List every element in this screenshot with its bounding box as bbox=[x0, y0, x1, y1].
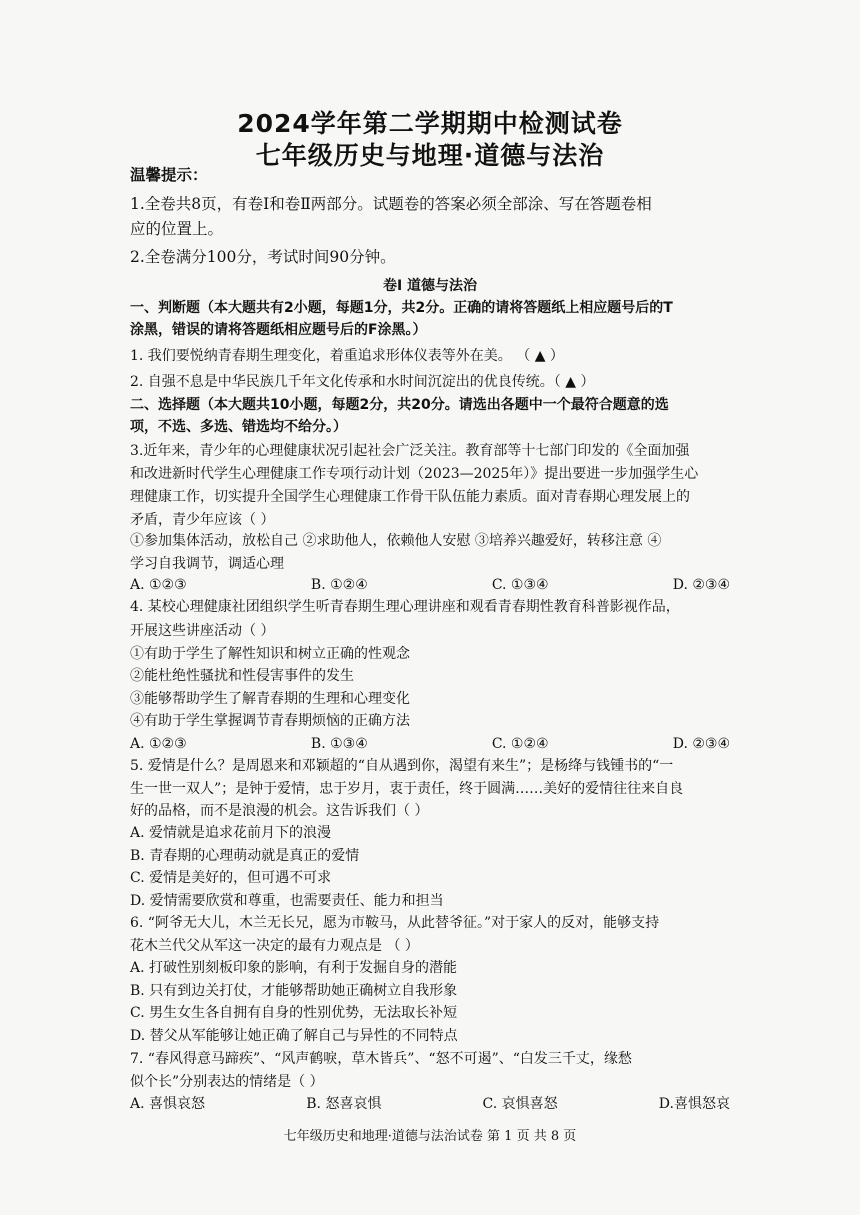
q3-option-a: A. ①②③ bbox=[130, 577, 187, 593]
q4-options bbox=[130, 733, 730, 755]
q5-stem-3: 好的品格，而不是浪漫的机会。这告诉我们（ ） bbox=[130, 803, 429, 819]
q6-option-c: C. 男生女生各自拥有自身的性别优势，无法取长补短 bbox=[130, 1005, 458, 1021]
q6-stem-2: 花木兰代父从军这一决定的最有力观点是 （ ） bbox=[130, 938, 419, 954]
q7-option-b: B. 怒喜哀惧 bbox=[306, 1096, 382, 1112]
q7-option-c: C. 哀惧喜怒 bbox=[482, 1096, 558, 1112]
q3-option-c: C. ①③④ bbox=[491, 577, 549, 593]
q3-statements-2: 学习自我调节，调适心理 bbox=[130, 556, 284, 572]
q7-option-d: D.喜惧怒哀 bbox=[658, 1096, 730, 1112]
q6-option-b: B. 只有到边关打仗，才能够帮助她正确树立自我形象 bbox=[130, 983, 458, 999]
q3-statements: ①参加集体活动，放松自己 ②求助他人，依赖他人安慰 ③培养兴趣爱好，转移注意 ④ bbox=[130, 533, 662, 549]
q4-stem-2: 开展这些讲座活动（ ） bbox=[130, 623, 275, 639]
notice-heading: 温馨提示： bbox=[130, 166, 208, 184]
q5-stem-2: 生一世一双人”；是钟于爱情，忠于岁月，衷于责任，终于圆满……美好的爱情往往来自良 bbox=[130, 781, 684, 797]
exam-subtitle: 七年级历史与地理·道德与法治 bbox=[255, 141, 605, 170]
section-title: 卷Ⅰ 道德与法治 bbox=[382, 278, 478, 294]
q4-option-c: C. ①②④ bbox=[491, 736, 549, 752]
q7-stem-2: 似个长”分别表达的情绪是（ ） bbox=[130, 1074, 324, 1090]
q4-stem: 4. 某校心理健康社团组织学生听青春期生理心理讲座和观看青春期性教育科普影视作品， bbox=[130, 599, 680, 615]
q4-option-d: D. ②③④ bbox=[672, 736, 730, 752]
part1-heading: 一、判断题（本大题共有2小题，每题1分，共2分。正确的请将答题纸上相应题号后的T bbox=[130, 300, 673, 316]
q5-option-d: D. 爱情需要欣赏和尊重，也需要责任、能力和担当 bbox=[130, 893, 444, 909]
q4-statement-4: ④有助于学生掌握调节青春期烦恼的正确方法 bbox=[130, 713, 410, 729]
q7-options bbox=[130, 1093, 730, 1115]
q3-stem-4: 矛盾，青少年应该（ ） bbox=[130, 512, 275, 528]
q4-option-b: B. ①③④ bbox=[310, 736, 368, 752]
question-2: 2. 自强不息是中华民族几千年文化传承和水时间沉淀出的优良传统。（ ▲ ） bbox=[130, 374, 595, 390]
page-footer: 七年级历史和地理·道德与法治试卷 第 1 页 共 8 页 bbox=[283, 1129, 577, 1144]
notice-item-1: 1.全卷共8页，有卷Ⅰ和卷Ⅱ两部分。试题卷的答案必须全部涂、写在答题卷相 bbox=[130, 195, 652, 213]
q5-stem: 5. 爱情是什么？是周恩来和邓颖超的“自从遇到你，渴望有来生”；是杨绛与钱锺书的“一 bbox=[130, 758, 674, 774]
q4-statement-1: ①有助于学生了解性知识和树立正确的性观念 bbox=[130, 646, 410, 662]
q6-stem: 6. “阿爷无大儿，木兰无长兄，愿为市鞍马，从此替爷征。”对于家人的反对，能够支持 bbox=[130, 915, 660, 931]
q4-statement-2: ②能杜绝性骚扰和性侵害事件的发生 bbox=[130, 668, 354, 684]
q3-stem: 3.近年来，青少年的心理健康状况引起社会广泛关注。教育部等十七部门印发的《全面加强 bbox=[130, 443, 690, 459]
q6-option-d: D. 替父从军能够让她正确了解自己与异性的不同特点 bbox=[130, 1028, 458, 1044]
q4-option-a: A. ①②③ bbox=[130, 736, 187, 752]
notice-item-2: 2.全卷满分100分，考试时间90分钟。 bbox=[130, 248, 396, 266]
q5-option-c: C. 爱情是美好的，但可遇不可求 bbox=[130, 870, 332, 886]
q7-stem: 7. “春风得意马蹄疾”、“风声鹤唳，草木皆兵”、“怒不可遏”、“白发三千丈，缘愁 bbox=[130, 1051, 632, 1067]
part1-heading-cont: 涂黑，错误的请将答题纸相应题号后的F涂黑。） bbox=[130, 322, 427, 338]
q4-statement-3: ③能够帮助学生了解青春期的生理和心理变化 bbox=[130, 691, 410, 707]
part2-heading: 二、选择题（本大题共10小题，每题2分，共20分。请选出各题中一个最符合题意的选 bbox=[130, 397, 669, 413]
q3-stem-2: 和改进新时代学生心理健康工作专项行动计划（2023—2025年）》提出要进一步加强学生心 bbox=[130, 466, 699, 482]
q3-options bbox=[130, 574, 730, 596]
q3-stem-3: 理健康工作，切实提升全国学生心理健康工作骨干队伍能力素质。面对青春期心理发展上的 bbox=[130, 489, 690, 505]
notice-item-1-cont: 应的位置上。 bbox=[130, 220, 224, 238]
q7-option-a: A. 喜惧哀怒 bbox=[130, 1096, 206, 1112]
q3-option-b: B. ①②④ bbox=[310, 577, 368, 593]
exam-title: 2024学年第二学期期中检测试卷 bbox=[237, 109, 623, 138]
part2-heading-cont: 项，不选、多选、错选均不给分。） bbox=[130, 419, 347, 435]
q6-option-a: A. 打破性别刻板印象的影响，有利于发掘自身的潜能 bbox=[130, 960, 458, 976]
question-1: 1. 我们要悦纳青春期生理变化，着重追求形体仪表等外在美。 （ ▲ ） bbox=[130, 348, 564, 364]
q3-option-d: D. ②③④ bbox=[672, 577, 730, 593]
q5-option-a: A. 爱情就是追求花前月下的浪漫 bbox=[130, 825, 332, 841]
q5-option-b: B. 青春期的心理萌动就是真正的爱情 bbox=[130, 848, 360, 864]
